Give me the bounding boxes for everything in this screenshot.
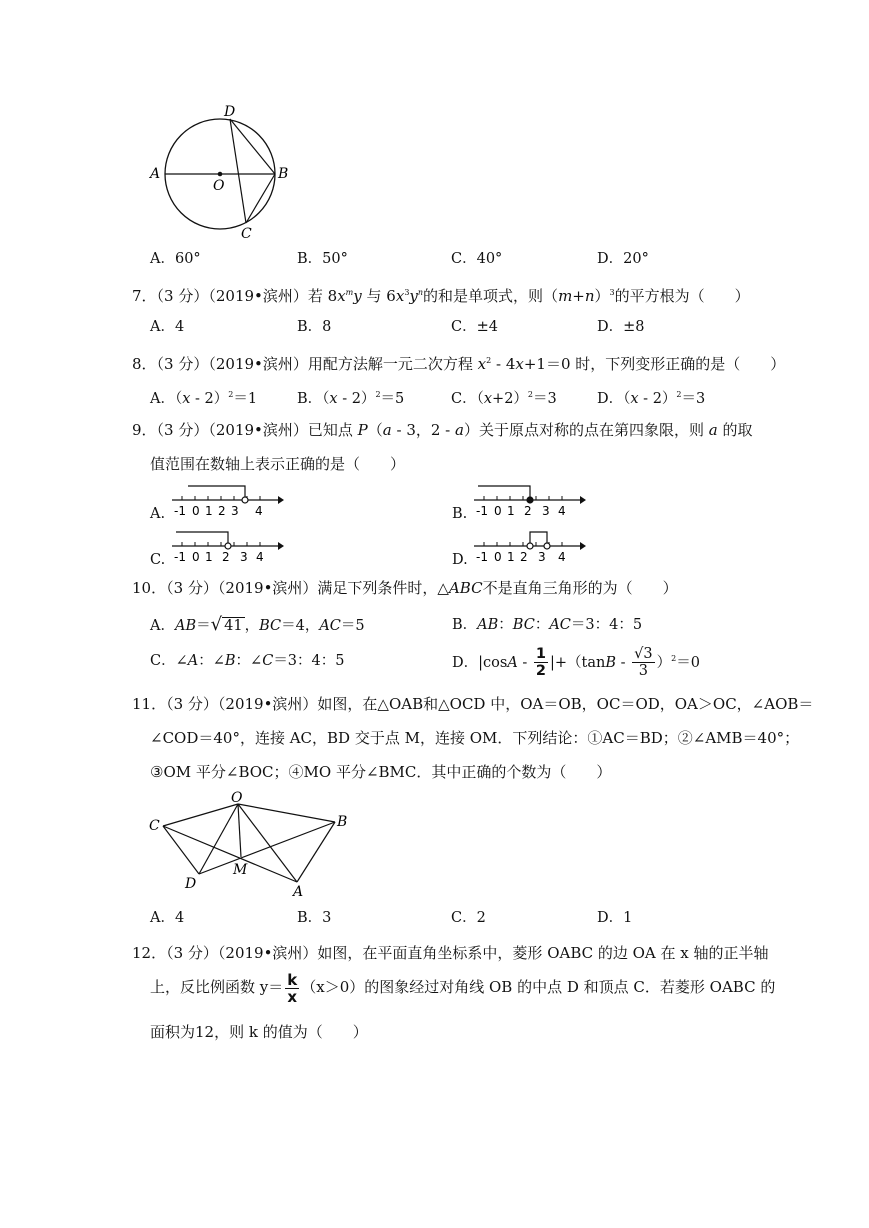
q9-stem-line1: 9．（3 分）（2019•滨州）已知点 P（a - 3，2 - a）关于原点对称的点在第四象限，则 a 的取	[132, 421, 753, 439]
svg-text:2: 2	[218, 504, 226, 518]
svg-text:2: 2	[222, 550, 230, 564]
center-dot	[218, 172, 223, 177]
q11-option-c[interactable]: C．2	[451, 910, 486, 926]
svg-text:2: 2	[524, 504, 532, 518]
svg-text:3: 3	[240, 550, 248, 564]
range-bracket	[176, 532, 228, 546]
q8-option-c[interactable]: C．$(x+2)^2=3$	[451, 390, 557, 407]
q7-option-a[interactable]: A．4	[150, 319, 185, 335]
q8-option-b[interactable]: B．（x - 2）$^2$＝5	[297, 390, 405, 407]
fraction-root3-over-3: $\frac{√3}{3}$	[634, 646, 653, 680]
svg-text:3: 3	[231, 504, 239, 518]
q12-stem-line3: 面积为12，则 k 的值为（ ）	[150, 1023, 368, 1041]
label-m: M	[233, 862, 248, 878]
tick-labels	[174, 550, 264, 564]
q11-stem-line2: ∠COD＝40°，连接 AC，BD 交于点 M，连接 OM．下列结论：①AC＝BD；②∠AMB＝40°；	[150, 729, 800, 747]
q7-option-b[interactable]: B．8	[297, 319, 332, 335]
seg-bd	[199, 822, 335, 874]
q9-number-line-b[interactable]	[472, 482, 587, 518]
q9-number-line-a[interactable]	[170, 482, 285, 518]
label-d: D	[185, 876, 197, 892]
closed-point-2	[527, 497, 533, 503]
q6-circle-figure	[140, 98, 300, 243]
svg-text:-1: -1	[476, 504, 488, 518]
label-o: O	[231, 790, 243, 806]
q11-stem-line1: 11．（3 分）（2019•滨州）如图，在△OAB和△OCD 中，OA＝OB，OC＝OD，OA＞OC，∠AOB＝	[132, 695, 814, 713]
chord-cb	[246, 174, 275, 223]
q10-option-b[interactable]: B．AB：BC：AC＝3：4：5	[452, 617, 643, 633]
svg-text:0: 0	[192, 550, 200, 564]
tick-labels	[174, 504, 263, 518]
axis-arrow	[580, 496, 586, 504]
q9-number-line-d[interactable]	[472, 528, 587, 564]
svg-text:0: 0	[494, 550, 502, 564]
label-c: C	[241, 226, 252, 242]
svg-text:1: 1	[205, 550, 213, 564]
q11-stem-line3: ③OM 平分∠BOC；④MO 平分∠BMC．其中正确的个数为（ ）	[150, 763, 612, 781]
label-b: B	[337, 814, 348, 830]
q10-option-c[interactable]: C．∠A：∠B：∠C＝3：4：5	[150, 653, 345, 669]
label-a: A	[293, 884, 304, 896]
svg-text:-1: -1	[174, 504, 186, 518]
q8-option-d[interactable]: D．（x - 2）$^2$＝3	[597, 390, 706, 407]
label-a: A	[150, 166, 161, 182]
q8-stem: 8．（3 分）（2019•滨州）用配方法解一元二次方程 $x^2 - 4x+1=0$ 时，下列变形正确的是（ ）	[132, 355, 786, 373]
tick-labels	[476, 550, 566, 564]
q9-option-b-letter[interactable]: B.	[452, 506, 468, 522]
svg-text:0: 0	[192, 504, 200, 518]
svg-text:3: 3	[542, 504, 550, 518]
svg-text:1: 1	[507, 504, 515, 518]
q10-stem: 10．（3 分）（2019•滨州）满足下列条件时，△ABC不是直角三角形的为（ ）	[132, 579, 678, 597]
label-c: C	[149, 818, 160, 834]
q11-option-b[interactable]: B．3	[297, 910, 332, 926]
q8-option-a[interactable]: A．（x - 2）$^2$＝1	[150, 390, 258, 407]
axis-arrow	[278, 542, 284, 550]
axis-arrow	[278, 496, 284, 504]
q7-stem: 7．（3 分）（2019•滨州）若 $8x^my$ 与 $6x^3y^n$的和是单项式，则$(m+n)^3$的平方根为（ ）	[132, 287, 750, 305]
label-o: O	[213, 178, 225, 194]
seg-ac	[163, 826, 297, 882]
svg-text:3: 3	[538, 550, 546, 564]
fraction-half: $\frac{1}{2}$	[535, 646, 547, 680]
open-point-2	[225, 543, 231, 549]
q12-stem-line1: 12．（3 分）（2019•滨州）如图，在平面直角坐标系中，菱形 OABC 的边 OA 在 x 轴的正半轴	[132, 944, 769, 962]
seg-om	[238, 804, 241, 857]
q11-option-a[interactable]: A．4	[150, 910, 185, 926]
svg-text:-1: -1	[476, 550, 488, 564]
svg-text:4: 4	[558, 550, 566, 564]
label-d: D	[224, 104, 236, 120]
svg-text:4: 4	[256, 550, 264, 564]
q9-option-a-letter[interactable]: A.	[150, 506, 166, 522]
svg-text:-1: -1	[174, 550, 186, 564]
q9-option-d-letter[interactable]: D.	[452, 552, 468, 568]
svg-text:4: 4	[558, 504, 566, 518]
open-point-2	[527, 543, 533, 549]
svg-text:4: 4	[255, 504, 263, 518]
svg-text:0: 0	[494, 504, 502, 518]
q6-option-c[interactable]: C．40°	[451, 251, 503, 267]
q7-option-c[interactable]: C．±4	[451, 319, 498, 335]
axis-arrow	[580, 542, 586, 550]
seg-ob	[238, 804, 335, 822]
svg-text:1: 1	[507, 550, 515, 564]
chord-dc	[230, 119, 246, 223]
q6-option-a[interactable]: A．60°	[150, 251, 201, 267]
seg-oc	[163, 804, 238, 826]
q10-option-d[interactable]: D．|cosA - $\frac{1}{2}$ |+（tanB - $\frac{√3}{3}$ ）$^2$＝0	[452, 646, 700, 680]
open-point-3	[544, 543, 550, 549]
q6-option-b[interactable]: B．50°	[297, 251, 348, 267]
q11-figure	[145, 788, 355, 896]
tick-labels	[476, 504, 566, 518]
seg-ba	[297, 822, 335, 882]
svg-text:2: 2	[520, 550, 528, 564]
range-bracket	[188, 486, 245, 500]
q6-option-d[interactable]: D．20°	[597, 251, 649, 267]
q9-number-line-c[interactable]	[170, 528, 285, 564]
q9-stem-line2: 值范围在数轴上表示正确的是（ ）	[150, 455, 406, 473]
q7-option-d[interactable]: D．±8	[597, 319, 645, 335]
q9-option-c-letter[interactable]: C.	[150, 552, 166, 568]
range-bracket	[478, 486, 530, 500]
q12-stem-line2: 上，反比例函数 y＝ $\frac{k}{x}$ （x＞0）的图象经过对角线 OB 的中点 D 和顶点 C．若菱形 OABC 的	[150, 970, 776, 1006]
ticks	[484, 496, 562, 500]
svg-text:1: 1	[205, 504, 213, 518]
fraction-k-over-x: $\frac{k}{x}$	[287, 970, 298, 1006]
label-b: B	[278, 166, 289, 182]
q11-option-d[interactable]: D．1	[597, 910, 633, 926]
open-point-3	[242, 497, 248, 503]
q10-option-a[interactable]: A．AB＝√ 41 ，BC＝4，AC＝5	[150, 614, 365, 635]
